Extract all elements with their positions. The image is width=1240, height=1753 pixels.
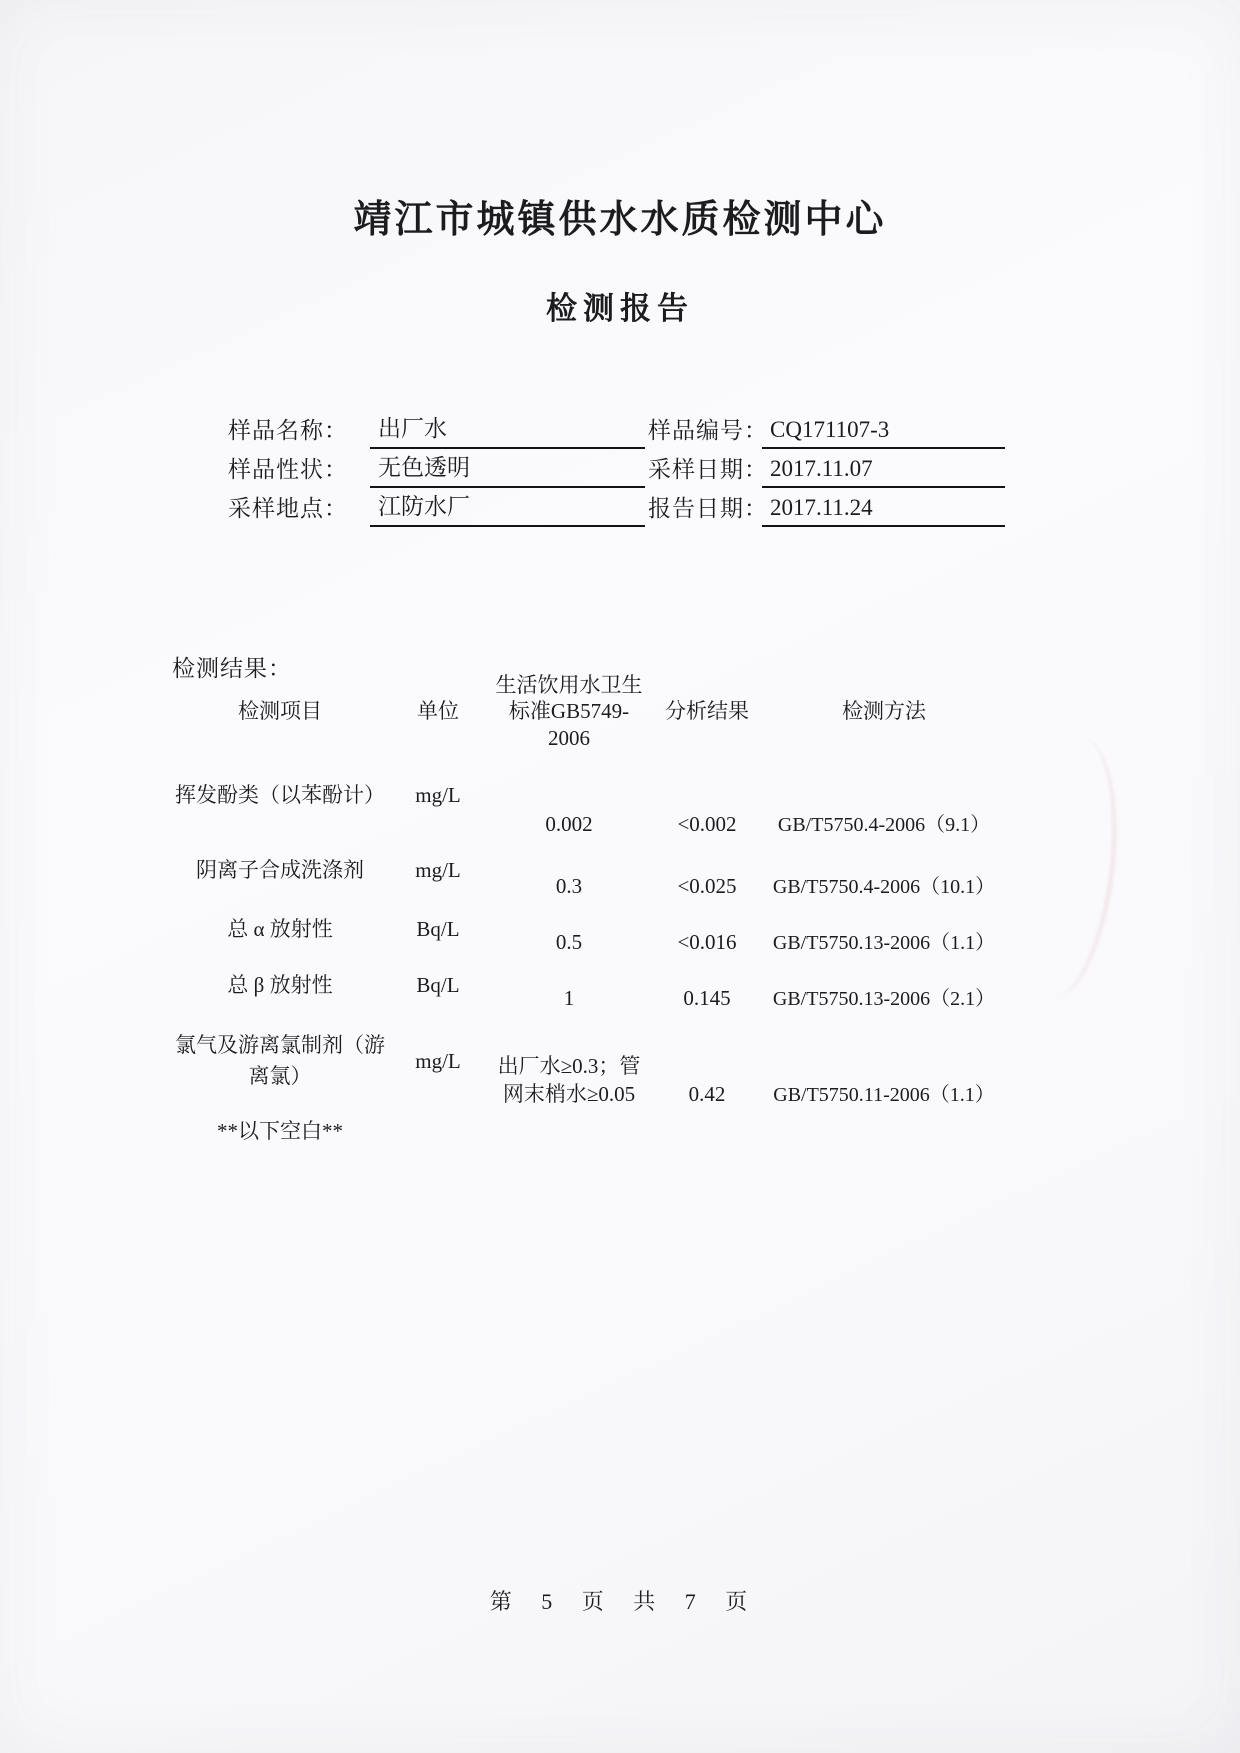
report-title: 靖江市城镇供水水质检测中心 [353,199,887,241]
table-header-row [170,672,1006,751]
col-header-unit: 单位 [417,699,459,724]
method-cell: GB/T5750.13-2006（2.1） [772,987,996,1010]
standard-cell: 0.002 [545,812,593,837]
unit-cell: mg/L [415,857,461,882]
sample-number-value: CQ171107-3 [762,417,1005,449]
sample-character-value: 无色透明 [370,449,645,488]
result-cell: 0.42 [688,1082,726,1107]
stamp-bleed-trace [1014,731,1130,1004]
method-cell: GB/T5750.13-2006（1.1） [772,931,996,954]
table-row [170,1109,1006,1153]
standard-cell: 0.3 [555,874,583,899]
table-row [170,901,1006,957]
col-header-method: 检测方法 [842,699,926,724]
item-cell: 氯气及游离氯制剂（游离氯） [175,1033,385,1088]
item-cell: 总 β 放射性 [227,972,333,997]
unit-cell: Bq/L [416,972,460,997]
result-cell: <0.016 [677,930,737,955]
result-cell: <0.025 [677,874,737,899]
method-cell: GB/T5750.4-2006（10.1） [772,875,996,898]
sample-name-value: 出厂水 [370,410,645,449]
report-subtitle: 检测报告 [546,291,694,326]
sampling-date-value: 2017.11.07 [762,456,1005,488]
sample-info-row [228,449,1008,488]
result-cell: <0.002 [677,812,737,837]
sampling-site-value: 江防水厂 [370,488,645,527]
sample-info-row [228,488,1008,527]
col-header-standard: 生活饮用水卫生标准GB5749-2006 [495,673,643,750]
report-date-label: 报告日期： [648,496,768,521]
sample-info-row [228,410,1008,449]
table-row [170,751,1006,839]
item-cell: 阴离子合成洗涤剂 [196,857,364,882]
col-header-result: 分析结果 [665,699,749,724]
standard-cell: 0.5 [555,930,583,955]
item-cell: 挥发酚类（以苯酚计） [175,782,385,807]
item-cell: 总 α 放射性 [227,916,333,941]
table-row [170,957,1006,1013]
sampling-date-label: 采样日期： [648,457,768,482]
sample-character-label: 样品性状： [228,457,348,482]
report-date-value: 2017.11.24 [762,495,1005,527]
sample-number-label: 样品编号： [648,418,768,443]
results-table [170,672,1006,1153]
method-cell: GB/T5750.4-2006（9.1） [777,813,991,836]
col-header-item: 检测项目 [238,699,322,724]
results-section-label: 检测结果： [172,656,292,681]
standard-cell: 1 [563,986,575,1011]
standard-cell: 出厂水≥0.3；管网末梢水≥0.05 [497,1054,641,1107]
sample-name-label: 样品名称： [228,418,348,443]
method-cell: GB/T5750.11-2006（1.1） [773,1083,995,1106]
sample-info [228,410,1008,527]
sampling-site-label: 采样地点： [228,496,348,521]
unit-cell: mg/L [415,1048,461,1073]
page-number: 第 5 页 共 7 页 [489,1589,751,1614]
blank-note: **以下空白** [217,1118,343,1143]
table-row [170,839,1006,901]
unit-cell: mg/L [415,782,461,807]
table-row [170,1013,1006,1109]
result-cell: 0.145 [683,986,731,1011]
unit-cell: Bq/L [416,916,460,941]
